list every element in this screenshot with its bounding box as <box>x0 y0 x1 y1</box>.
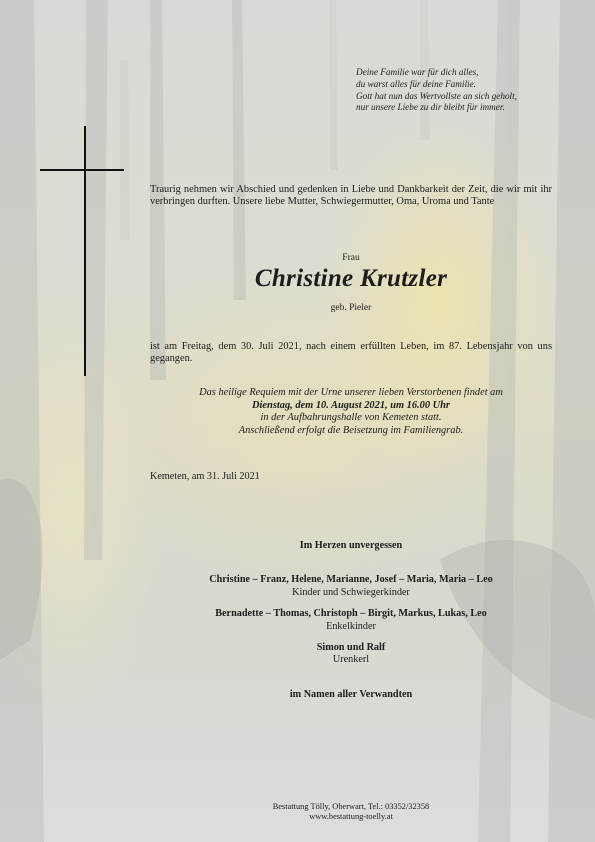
mourners-closing: im Namen aller Verwandten <box>289 688 413 700</box>
passing-text: ist am Freitag, dem 30. Juli 2021, nach einem erfüllten Leben, im 87. Lebensjahr von uns gegangen. <box>150 341 552 365</box>
mourners-block <box>150 540 552 701</box>
cross-icon <box>40 126 124 376</box>
deceased-name: Christine Krutzler <box>254 265 448 292</box>
great-grandchildren-role: Urenkerl <box>332 654 370 666</box>
footer-company: Bestattung Tölly, Oberwart, Tel.: 03352/32358 <box>272 802 430 811</box>
requiem-line: in der Aufbahrungshalle von Kemeten statt. <box>260 412 442 424</box>
place-date: Kemeten, am 31. Juli 2021 <box>150 471 260 482</box>
title-prefix: Frau <box>342 253 360 263</box>
verse-line: nur unsere Liebe zu dir bleibt für immer. <box>356 102 505 113</box>
verse-line: du warst alles für deine Familie. <box>356 78 476 89</box>
birth-name: geb. Pieler <box>330 303 372 313</box>
requiem-date: Dienstag, dem 10. August 2021, um 16.00 Uhr <box>252 399 450 411</box>
mourners-heading: Im Herzen unvergessen <box>299 540 403 551</box>
requiem-line: Anschließend erfolgt die Beisetzung im Familiengrab. <box>238 424 464 436</box>
children-role: Kinder und Schwiegerkinder <box>292 586 410 598</box>
verse-line: Gott hat nun das Wertvollste an sich geholt, <box>356 90 517 101</box>
requiem-block <box>150 387 552 437</box>
verse-line: Deine Familie war für dich alles, <box>356 67 479 77</box>
footer-website[interactable]: www.bestattung-toelly.at <box>309 812 393 821</box>
footer <box>150 802 552 822</box>
requiem-line: Das heilige Requiem mit der Urne unserer lieben Verstorbenen findet am <box>199 387 503 398</box>
grandchildren-role: Enkelkinder <box>326 620 376 632</box>
great-grandchildren-names: Simon und Ralf <box>316 642 386 654</box>
grandchildren-names: Bernadette – Thomas, Christoph – Birgit, Markus, Lukas, Leo <box>215 608 487 620</box>
intro-text: Traurig nehmen wir Abschied und gedenken in Liebe und Dankbarkeit der Zeit, die wir mit ihr verbringen durften. Unsere liebe Mutter, Schwiegermutter, Oma, Uroma und Tante <box>150 184 552 208</box>
verse-block <box>356 67 586 114</box>
children-names: Christine – Franz, Helene, Marianne, Josef – Maria, Maria – Leo <box>209 574 493 586</box>
